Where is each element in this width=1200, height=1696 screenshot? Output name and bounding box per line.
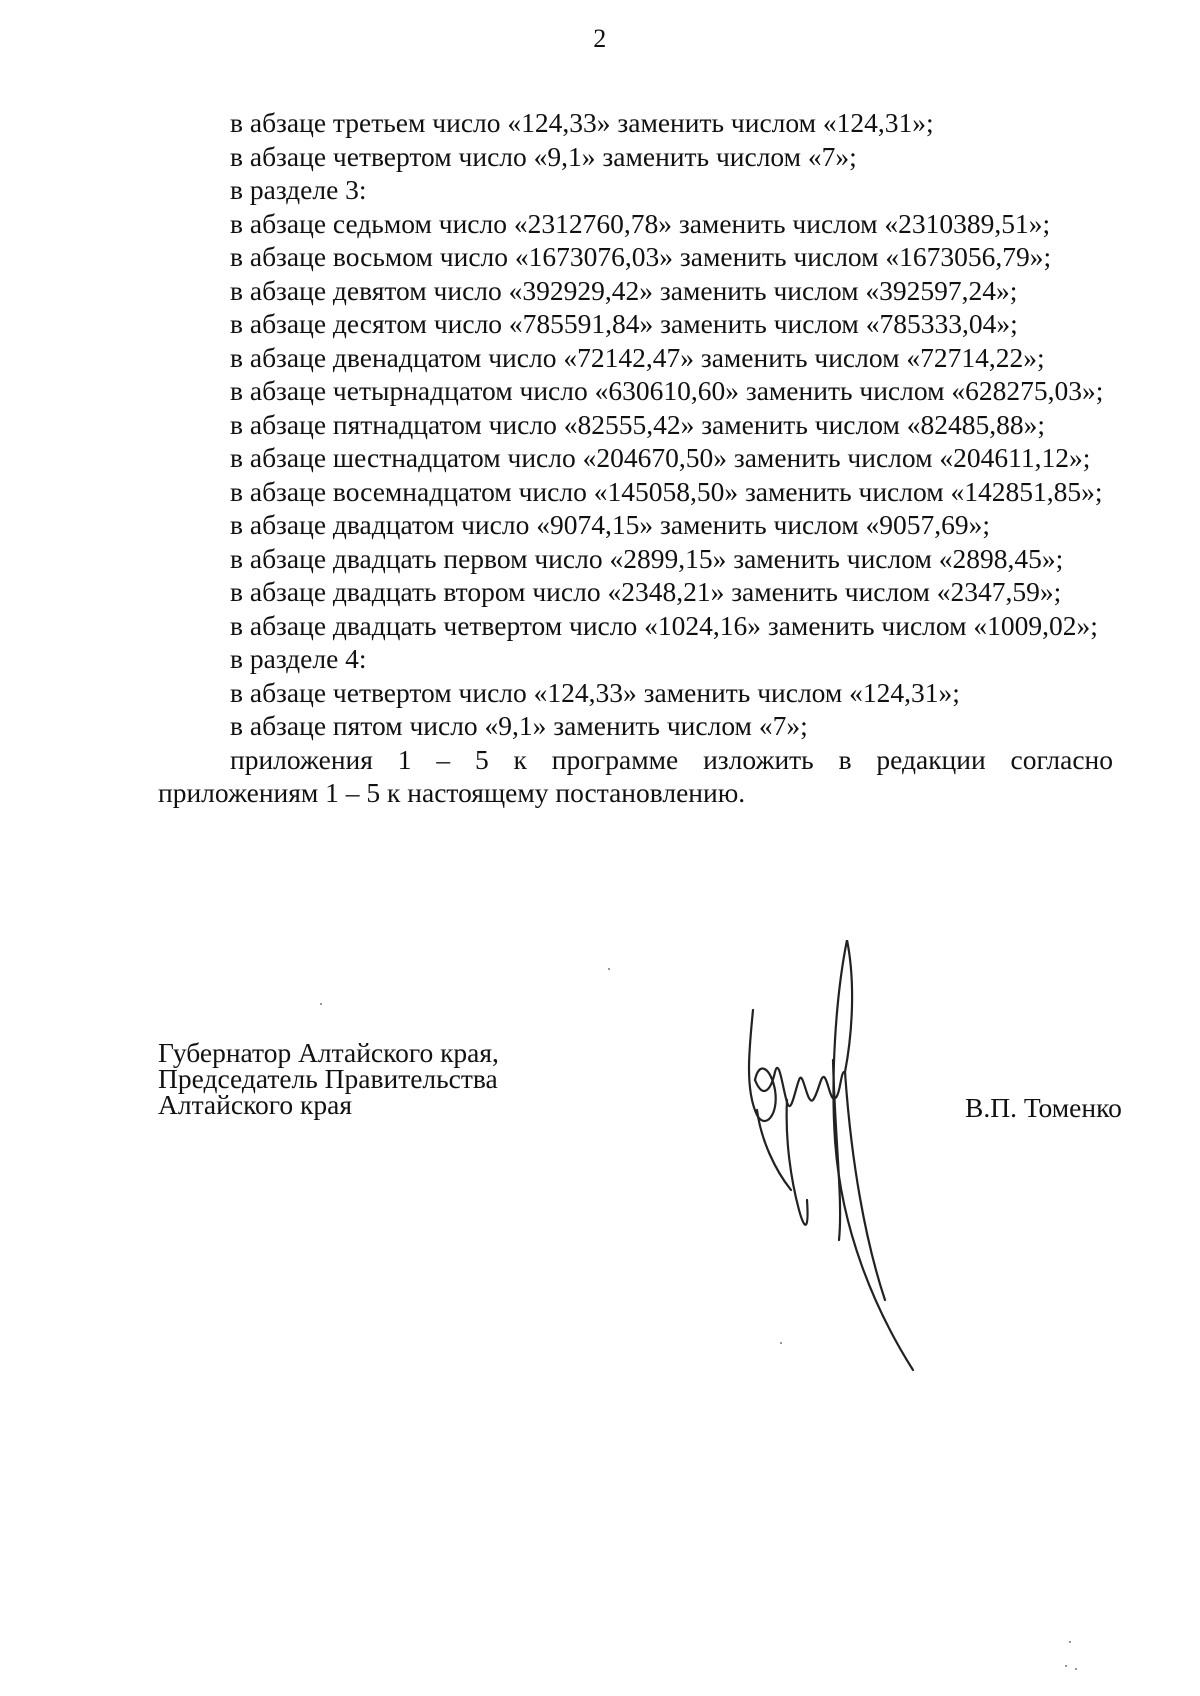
paragraph: в абзаце двадцатом число «9074,15» заменить числом «9057,69»; <box>230 509 990 540</box>
paragraph: в абзаце седьмом число «2312760,78» заменить числом «2310389,51»; <box>230 207 1051 239</box>
scan-speck <box>1065 1665 1067 1667</box>
paragraph: в абзаце пятнадцатом число «82555,42» заменить числом «82485,88»; <box>230 408 1045 440</box>
paragraph: в разделе 3: <box>230 174 367 205</box>
scan-speck <box>320 1003 322 1005</box>
scan-speck <box>1069 1641 1071 1643</box>
signatory-title <box>158 1037 499 1120</box>
paragraph: в абзаце четвертом число «9,1» заменить числом «7»; <box>230 140 857 172</box>
signatory-title-line: Председатель Правительства <box>158 1063 498 1094</box>
paragraph: в абзаце третьем число «124,33» заменить числом «124,31»; <box>230 107 934 138</box>
scan-speck <box>608 968 610 970</box>
page-number: 2 <box>593 24 607 53</box>
scan-speck <box>780 1342 782 1344</box>
paragraph: в абзаце шестнадцатом число «204670,50» заменить числом «204611,12»; <box>230 442 1091 473</box>
paragraph: в абзаце девятом число «392929,42» заменить числом «392597,24»; <box>230 274 1018 306</box>
signer-name: В.П. Томенко <box>965 1092 1122 1123</box>
scan-speck <box>1075 1668 1077 1670</box>
paragraph: приложения 1 – 5 к программе изложить в редакции согласно приложениям 1 – 5 к настоящему постановлению. <box>158 743 1113 808</box>
paragraph: в абзаце десятом число «785591,84» заменить числом «785333,04»; <box>230 308 1018 339</box>
paragraph: в абзаце пятом число «9,1» заменить числом «7»; <box>230 710 808 741</box>
paragraph: в абзаце двадцать четвертом число «1024,16» заменить числом «1009,02»; <box>230 609 1098 641</box>
paragraph: в абзаце восемнадцатом число «145058,50» заменить числом «142851,85»; <box>230 475 1103 507</box>
paragraph: в абзаце двадцать первом число «2899,15» заменить числом «2898,45»; <box>230 542 1064 574</box>
paragraph: в абзаце четвертом число «124,33» заменить числом «124,31»; <box>230 676 960 708</box>
signatory-title-line: Алтайского края <box>158 1089 352 1120</box>
handwritten-signature <box>735 940 945 1380</box>
paragraph: в абзаце двенадцатом число «72142,47» заменить числом «72714,22»; <box>230 341 1045 373</box>
paragraph: в абзаце четырнадцатом число «630610,60» заменить числом «628275,03»; <box>230 375 1104 406</box>
signatory-title-line: Губернатор Алтайского края, <box>158 1037 499 1068</box>
paragraph: в абзаце двадцать втором число «2348,21» заменить числом «2347,59»; <box>230 576 1062 607</box>
paragraph: в абзаце восьмом число «1673076,03» заменить числом «1673056,79»; <box>230 241 1052 272</box>
paragraph: в разделе 4: <box>230 643 367 674</box>
document-body <box>158 106 1113 810</box>
